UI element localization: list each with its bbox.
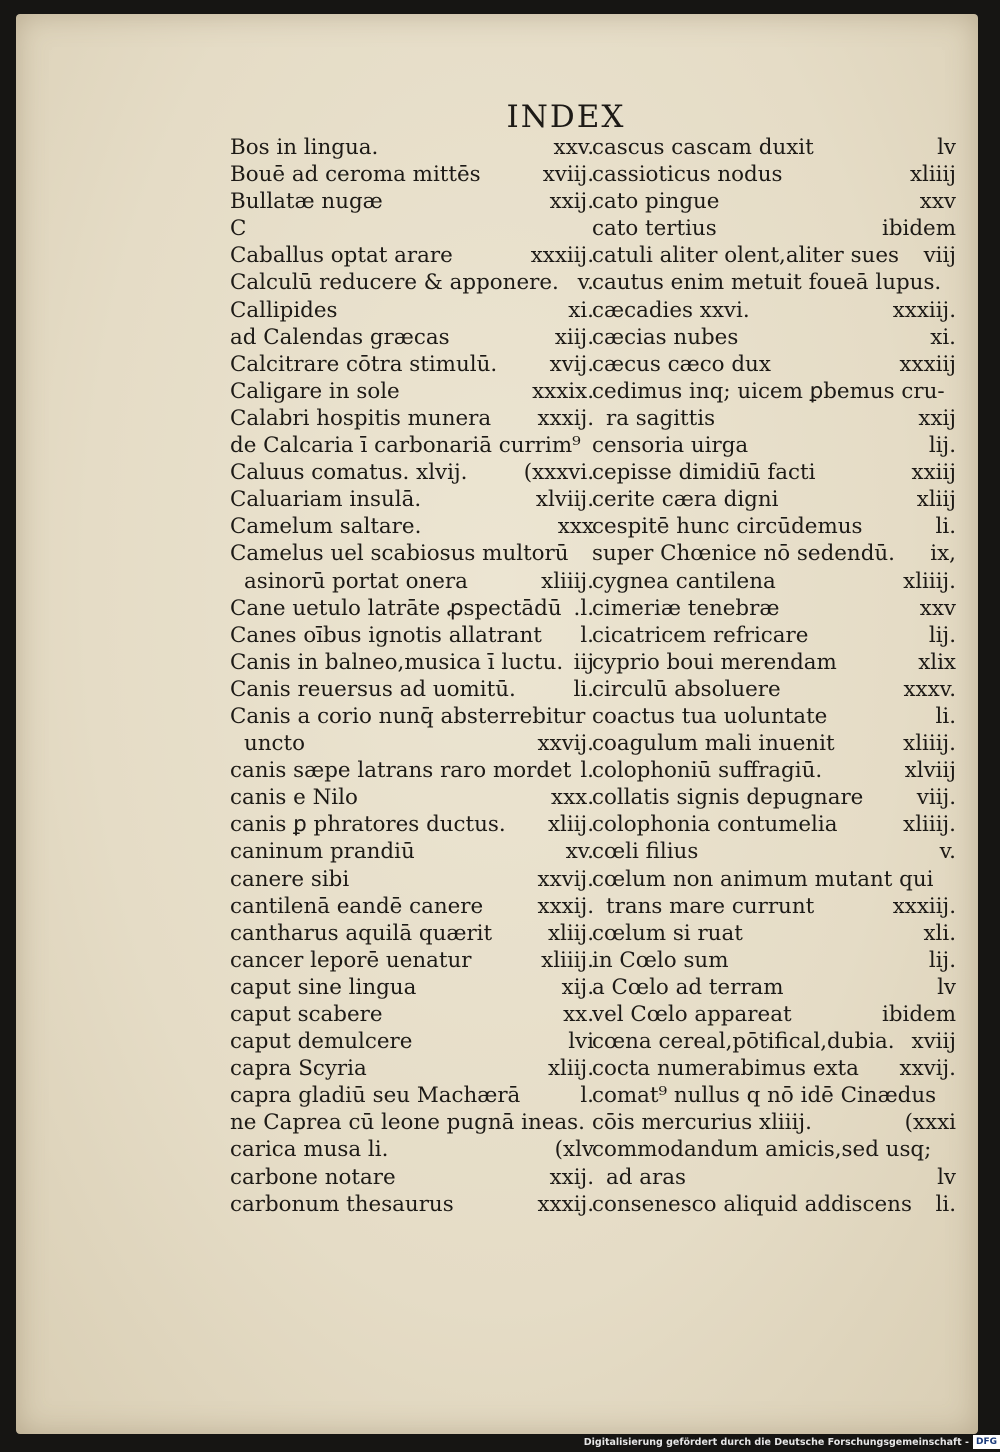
entry-term: comat⁹ nullus q nō idē Cinædus xyxy=(592,1083,937,1109)
index-entry xyxy=(592,1055,956,1082)
entry-term: coagulum mali inuenit xyxy=(592,731,835,757)
index-entry xyxy=(230,947,594,974)
entry-term: Bos in lingua. xyxy=(230,135,379,160)
index-entry xyxy=(592,459,956,486)
entry-term: Camelus uel scabiosus multorū xyxy=(230,541,569,567)
entry-term: carica musa li. xyxy=(230,1137,389,1163)
entry-term: Camelum saltare. xyxy=(230,514,422,540)
entry-term: cancer leporē uenatur xyxy=(230,947,472,973)
index-entry xyxy=(592,351,956,378)
entry-page-ref: xxvij. xyxy=(537,866,594,892)
entry-page-ref: ibidem xyxy=(881,216,956,242)
page-title: INDEX xyxy=(506,99,626,135)
entry-term: cantilenā eandē canere xyxy=(230,893,484,919)
entry-page-ref: li. xyxy=(935,1191,956,1217)
index-entry xyxy=(592,622,956,649)
index-entry xyxy=(592,188,956,215)
index-entry xyxy=(592,947,956,974)
entry-page-ref: l. xyxy=(580,758,594,784)
index-entry xyxy=(230,405,594,432)
entry-term: Canis reuersus ad uomitū. xyxy=(230,676,516,702)
entry-page-ref: xliij. xyxy=(547,812,594,838)
entry-page-ref: lvi xyxy=(568,1029,594,1055)
entry-term: circulū absoluere xyxy=(592,676,781,702)
entry-term: cerite cæra digni xyxy=(592,487,779,513)
entry-term: cæcus cæco dux xyxy=(592,351,771,377)
entry-term: Canis a corio nunq̄ absterrebitur xyxy=(230,703,586,729)
index-entry xyxy=(230,188,594,215)
entry-term: vel Cœlo appareat xyxy=(592,1002,792,1027)
credit-text: Digitalisierung gefördert durch die Deutsche Forschungsgemeinschaft - xyxy=(583,1436,969,1448)
index-entry xyxy=(592,242,956,269)
entry-term: colophoniū suffragiū. xyxy=(592,758,823,784)
index-entry xyxy=(230,649,594,676)
index-entry xyxy=(592,1109,956,1136)
entry-term: caput sine lingua xyxy=(230,974,417,1000)
entry-page-ref: xx. xyxy=(563,1002,594,1027)
entry-page-ref: xviij xyxy=(911,1029,956,1055)
index-entry xyxy=(230,866,594,893)
entry-term: cæcadies xxvi. xyxy=(592,297,750,323)
entry-page-ref: xli. xyxy=(923,920,956,946)
index-entry xyxy=(592,893,956,920)
entry-page-ref: xxvij. xyxy=(899,1056,956,1082)
index-entry xyxy=(230,730,594,757)
entry-page-ref: xi. xyxy=(930,324,956,350)
index-entry xyxy=(592,324,956,351)
entry-term: Caballus optat arare xyxy=(230,243,453,269)
entry-term: Calcitrare cōtra stimulū. xyxy=(230,351,498,377)
entry-term: colophonia contumelia xyxy=(592,812,838,838)
entry-page-ref: xliij. xyxy=(547,920,594,946)
index-entry xyxy=(592,974,956,1001)
index-entry xyxy=(230,297,594,324)
index-entry xyxy=(230,1109,594,1136)
index-entry xyxy=(592,1191,956,1218)
entry-page-ref: iij xyxy=(573,649,594,675)
index-entry xyxy=(230,351,594,378)
entry-page-ref: xliiij. xyxy=(903,812,956,838)
index-entry xyxy=(592,378,956,405)
index-entry xyxy=(592,161,956,188)
index-entry xyxy=(230,676,594,703)
entry-page-ref: xxxij. xyxy=(537,893,594,919)
entry-term: Calabri hospitis munera xyxy=(230,405,492,431)
entry-page-ref: li. xyxy=(573,676,594,702)
entry-term: cicatricem refricare xyxy=(592,622,809,648)
entry-page-ref: xxx. xyxy=(551,785,594,811)
entry-page-ref: xviij. xyxy=(542,162,594,188)
entry-term: capra gladiū seu Machærā xyxy=(230,1083,521,1109)
entry-term: carbonum thesaurus xyxy=(230,1191,454,1217)
entry-term: cepisse dimidiū facti xyxy=(592,460,816,486)
index-entry xyxy=(230,1001,594,1028)
entry-page-ref: xxiij xyxy=(911,460,956,486)
entry-page-ref: lv xyxy=(937,1164,956,1190)
entry-term: in Cœlo sum xyxy=(592,947,729,973)
index-entry xyxy=(230,568,594,595)
entry-page-ref: xxxij. xyxy=(537,405,594,431)
entry-page-ref: xlix xyxy=(918,649,956,675)
entry-page-ref: l. xyxy=(580,622,594,648)
entry-page-ref: xxxiij. xyxy=(530,243,594,269)
index-entry xyxy=(592,568,956,595)
index-entry xyxy=(230,161,594,188)
entry-term: cato tertius xyxy=(592,216,717,242)
index-entry xyxy=(230,378,594,405)
index-entry xyxy=(592,540,956,567)
entry-term: cespitē hunc circūdemus xyxy=(592,514,863,540)
index-entry xyxy=(230,513,594,540)
digitization-credit xyxy=(584,1434,1000,1450)
index-entry xyxy=(592,730,956,757)
index-entry xyxy=(230,324,594,351)
index-entry xyxy=(230,811,594,838)
index-entry xyxy=(592,1082,956,1109)
entry-term: canis sæpe latrans raro mordet xyxy=(230,758,572,784)
entry-page-ref: viij. xyxy=(916,785,956,811)
entry-page-ref: (xlv xyxy=(554,1137,594,1163)
entry-term: capra Scyria xyxy=(230,1056,367,1082)
index-entry xyxy=(230,1082,594,1109)
entry-term: commodandum amicis,sed usq; xyxy=(592,1137,932,1163)
entry-page-ref: xi. xyxy=(568,297,594,323)
entry-page-ref: xlviij xyxy=(904,758,956,784)
index-entry xyxy=(230,838,594,865)
section-letter xyxy=(230,215,594,242)
index-entry xyxy=(230,432,594,459)
index-entry xyxy=(230,540,594,567)
entry-page-ref: xxxv. xyxy=(903,676,956,702)
index-entry xyxy=(230,1136,594,1163)
index-entry xyxy=(230,134,594,161)
entry-term: Caluus comatus. xlvij. xyxy=(230,460,468,486)
entry-page-ref: lv xyxy=(937,974,956,1000)
index-entry xyxy=(592,134,956,161)
entry-term: cedimus inq; uicem ꝑbemus cru- xyxy=(592,378,945,404)
entry-term: asinorū portat onera xyxy=(244,568,468,594)
entry-page-ref: xxij xyxy=(918,405,956,431)
dfg-logo: DFG xyxy=(973,1435,1000,1449)
index-entry xyxy=(230,1028,594,1055)
entry-term: Canes oībus ignotis allatrant xyxy=(230,622,542,648)
entry-term: collatis signis depugnare xyxy=(592,785,864,811)
entry-term: C xyxy=(230,216,247,242)
index-entry xyxy=(230,757,594,784)
index-entry xyxy=(230,703,594,730)
index-column-left xyxy=(230,134,594,1218)
entry-page-ref: ix, xyxy=(930,541,956,567)
entry-page-ref: xxv xyxy=(919,595,956,621)
index-entry xyxy=(230,622,594,649)
index-entry xyxy=(230,269,594,296)
entry-term: canis ꝑ phratores ductus. xyxy=(230,812,506,838)
entry-term: trans mare currunt xyxy=(606,893,815,919)
index-entry xyxy=(592,1136,956,1163)
index-entry xyxy=(230,242,594,269)
entry-page-ref: xxxiij. xyxy=(892,297,956,323)
entry-page-ref: xxv xyxy=(919,189,956,215)
book-page xyxy=(16,14,978,1434)
index-entry xyxy=(592,513,956,540)
entry-term: super Chœnice nō sedendū. xyxy=(592,541,895,567)
index-entry xyxy=(592,595,956,622)
entry-page-ref: xvij. xyxy=(549,351,594,377)
entry-term: censoria uirga xyxy=(592,433,749,459)
entry-term: ne Caprea cū leone pugnā ineas. xyxy=(230,1110,585,1136)
entry-term: cygnea cantilena xyxy=(592,568,776,594)
entry-page-ref: li. xyxy=(935,703,956,729)
index-entry xyxy=(592,432,956,459)
entry-page-ref: xliiij. xyxy=(541,947,594,973)
entry-page-ref: lij. xyxy=(928,622,956,648)
entry-term: cyprio boui merendam xyxy=(592,649,837,675)
entry-term: de Calcaria ī carbonariā currim⁹ xyxy=(230,433,581,459)
entry-page-ref: xv. xyxy=(565,839,594,865)
entry-page-ref: xxvij. xyxy=(537,731,594,757)
index-entry xyxy=(230,486,594,513)
entry-term: cantharus aquilā quærit xyxy=(230,920,493,946)
entry-page-ref: lij. xyxy=(928,433,956,459)
entry-term: catuli aliter olent,aliter sues xyxy=(592,243,899,269)
entry-term: ad aras xyxy=(606,1164,686,1190)
index-entry xyxy=(592,269,956,296)
index-entry xyxy=(592,920,956,947)
entry-page-ref: li. xyxy=(935,514,956,540)
entry-term: cocta numerabimus exta xyxy=(592,1056,859,1082)
index-entry xyxy=(592,1164,956,1191)
index-entry xyxy=(230,595,594,622)
entry-page-ref: xiij. xyxy=(554,324,594,350)
entry-page-ref: xliij xyxy=(916,487,956,513)
entry-term: caput scabere xyxy=(230,1002,383,1027)
index-entry xyxy=(592,1028,956,1055)
entry-term: carbone notare xyxy=(230,1164,396,1190)
entry-page-ref: xxij. xyxy=(549,1164,594,1190)
entry-page-ref: (xxxi xyxy=(904,1110,956,1136)
entry-term: Calculū reducere & apponere. xyxy=(230,270,559,296)
entry-page-ref: xliiij. xyxy=(903,731,956,757)
index-entry xyxy=(592,297,956,324)
entry-term: cimeriæ tenebræ xyxy=(592,595,780,621)
entry-term: ra sagittis xyxy=(606,405,716,431)
entry-term: cœlum si ruat xyxy=(592,920,743,946)
index-entry xyxy=(592,703,956,730)
entry-term: ad Calendas græcas xyxy=(230,324,450,350)
index-entry xyxy=(592,757,956,784)
index-entry xyxy=(592,784,956,811)
entry-term: Caluariam insulā. xyxy=(230,487,422,513)
entry-term: consenesco aliquid addiscens xyxy=(592,1191,912,1217)
entry-term: cautus enim metuit foueā lupus. xyxy=(592,270,942,296)
entry-term: Cane uetulo latrāte ꝓspectādū xyxy=(230,595,562,621)
index-column-right xyxy=(592,134,956,1218)
entry-term: cōis mercurius xliiij. xyxy=(592,1110,812,1136)
entry-term: caput demulcere xyxy=(230,1029,413,1055)
index-entry xyxy=(592,486,956,513)
entry-term: cœlum non animum mutant qui xyxy=(592,866,934,892)
entry-term: canere sibi xyxy=(230,866,350,892)
index-entry xyxy=(592,866,956,893)
entry-term: cassioticus nodus xyxy=(592,162,783,188)
entry-page-ref: v. xyxy=(939,839,956,865)
index-entry xyxy=(230,920,594,947)
entry-term: Bouē ad ceroma mittēs xyxy=(230,162,481,188)
entry-term: coactus tua uoluntate xyxy=(592,703,828,729)
entry-page-ref: xxx xyxy=(557,514,594,540)
entry-page-ref: xliiij. xyxy=(541,568,594,594)
index-entry xyxy=(230,1191,594,1218)
entry-page-ref: xxxij. xyxy=(537,1191,594,1217)
entry-page-ref: xliiij. xyxy=(903,568,956,594)
entry-page-ref: xxij. xyxy=(549,189,594,215)
entry-term: cæcias nubes xyxy=(592,324,739,350)
entry-page-ref: viij xyxy=(923,243,956,269)
entry-page-ref: lij. xyxy=(928,947,956,973)
index-entry xyxy=(230,893,594,920)
index-entry xyxy=(592,405,956,432)
entry-term: cascus cascam duxit xyxy=(592,135,814,160)
entry-page-ref: xxxiij xyxy=(899,351,956,377)
index-entry xyxy=(230,974,594,1001)
entry-page-ref: l. xyxy=(580,1083,594,1109)
index-entry xyxy=(592,811,956,838)
entry-page-ref: xliij. xyxy=(547,1056,594,1082)
entry-term: Callipides xyxy=(230,297,338,323)
index-entry xyxy=(592,1001,956,1028)
index-entry xyxy=(230,784,594,811)
entry-term: Bullatæ nugæ xyxy=(230,189,383,215)
index-entry xyxy=(230,1055,594,1082)
entry-page-ref: (xxxvi. xyxy=(523,460,594,486)
entry-page-ref: xxxix. xyxy=(532,378,594,404)
entry-term: cœli filius xyxy=(592,839,699,865)
entry-page-ref: xij. xyxy=(561,974,594,1000)
index-entry xyxy=(592,215,956,242)
entry-page-ref: xlviij. xyxy=(535,487,594,513)
index-entry xyxy=(592,838,956,865)
entry-term: Caligare in sole xyxy=(230,378,400,404)
entry-page-ref: xliiij xyxy=(909,162,956,188)
entry-term: cato pingue xyxy=(592,189,720,215)
entry-page-ref: .l. xyxy=(573,595,594,621)
entry-page-ref: lv xyxy=(937,135,956,160)
entry-page-ref: ibidem xyxy=(881,1002,956,1027)
index-entry xyxy=(230,459,594,486)
entry-term: cœna cereal,pōtifical,dubia. xyxy=(592,1029,895,1055)
entry-term: Canis in balneo,musica ī luctu. xyxy=(230,649,564,675)
entry-term: canis e Nilo xyxy=(230,785,358,811)
index-entry xyxy=(592,676,956,703)
entry-page-ref: xxv. xyxy=(553,135,594,160)
entry-term: uncto xyxy=(244,731,306,757)
entry-term: a Cœlo ad terram xyxy=(592,974,784,1000)
entry-page-ref: xxxiij. xyxy=(892,893,956,919)
entry-page-ref: v. xyxy=(577,270,594,296)
index-entry xyxy=(592,649,956,676)
index-entry xyxy=(230,1164,594,1191)
entry-term: caninum prandiū xyxy=(230,839,415,865)
